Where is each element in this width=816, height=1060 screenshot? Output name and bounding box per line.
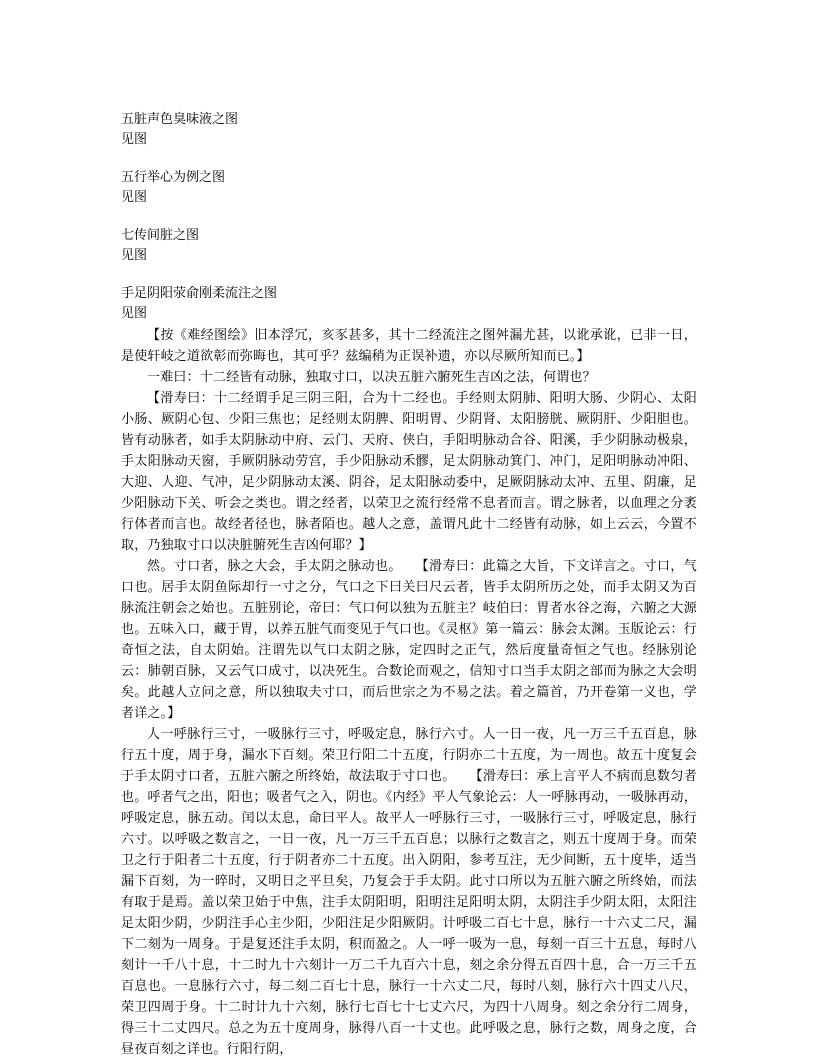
figure-entry [121,110,697,150]
figure-entry [121,284,697,324]
figure-title: 五脏声色臭味液之图 [121,112,239,127]
figure-title: 七传间脏之图 [121,228,200,243]
figure-entry [121,168,697,208]
body-text [121,325,697,1060]
figure-reference: 见图 [121,306,148,321]
document-page [121,110,697,1060]
figure-entry [121,226,697,266]
figure-title: 手足阴阳荥俞刚柔流注之图 [121,286,278,301]
question-paragraph: 一难曰：十二经皆有动脉，独取寸口，以决五脏六腑死生吉凶之法，何谓也？ [147,370,596,385]
figure-reference: 见图 [121,248,148,263]
figure-reference: 见图 [121,190,148,205]
commentary-paragraph: 【滑寿曰：十二经谓手足三阴三阳，合为十二经也。手经则太阴肺、阳明大肠、少阴心、太阳小肠、厥阴心包、少阳三焦也；足经则太阴脾、阳明胃、少阴肾、太阳膀胱、厥阴肝、少阳胆也。皆有动脉者，如手太阴脉动中府、云门、天府、侠白，手阳明脉动合谷、阳溪，手少阴脉动极泉，手太阳脉动天窗，手厥阴脉动劳宫，手少阳脉动禾髎，足太阴脉动箕门、冲门，足阳明脉动冲阳、大迎、人迎、气冲，足少阴脉动太溪、阴谷，足太阳脉动委中，足厥阴脉动太冲、五里、阴廉，足少阳脉动下关、听会之类也。谓之经者，以荣卫之流行经常不息者而言。谓之脉者，以血理之分袤行体者而言也。故经者径也，脉者陌也。越人之意，盖谓凡此十二经皆有动脉，如上云云，今置不取，乃独取寸口以决脏腑死生吉凶何耶？】 [121,391,697,553]
figure-reference: 见图 [121,132,148,147]
text-paragraph: 人一呼脉行三寸，一吸脉行三寸，呼吸定息，脉行六寸。人一日一夜，凡一万三千五百息，脉行五十度，周于身，漏水下百刻。荣卫行阳二十五度，行阴亦二十五度，为一周也。故五十度复会于手太阴寸口者，五脏六腑之所终始，故法取于寸口也。 【滑寿曰：承上言平人不病而息数匀者也。呼者气之出，阳也；吸者气之入，阴也。《内经》平人气象论云：人一呼脉再动，一吸脉再动，呼吸定息，脉五动。闰以太息，命曰平人。故平人一呼脉行三寸，一吸脉行三寸，呼吸定息，脉行六寸。以呼吸之数言之，一日一夜，凡一万三千五百息；以脉行之数言之，则五十度周于身。而荣卫之行于阳者二十五度，行于阴者亦二十五度。出入阴阳，参考互注，无少间断，五十度毕，适当漏下百刻，为一晬时，又明日之平旦矣，乃复会于手太阴。此寸口所以为五脏六腑之所终始，而法有取于是焉。盖以荣卫始于中焦，注手太阴阳明，阳明注足阳明太阴，太阴注手少阴太阳，太阳注足太阳少阴，少阴注手心主少阳，少阳注足少阳厥阴。计呼吸二百七十息，脉行一十六丈二尺，漏下二刻为一周身。于是复还注手太阴，积而盈之。人一呼一吸为一息，每刻一百三十五息，每时八刻计一千八十息，十二时九十六刻计一万二千九百六十息，刻之余分得五百四十息，合一万三千五百息也。一息脉行六寸，每二刻二百七十息，脉行一十六丈二尺，每时八刻，脉行六十四丈八尺，荣卫四周于身。十二时计九十六刻，脉行七百七十七丈六尺，为四十八周身。刻之余分行二周身，得三十二丈四尺。总之为五十度周身，脉得八百一十丈也。此呼吸之息，脉行之数，周身之度，合昼夜百刻之详也。行阳行阴， [121,727,697,1057]
answer-paragraph: 然。寸口者，脉之大会，手太阴之脉动也。 【滑寿曰：此篇之大旨，下文详言之。寸口，气口也。居手太阴鱼际却行一寸之分，气口之下曰关曰尺云者，皆手太阴所历之处，而手太阴又为百脉流注朝会之始也。五脏别论，帝曰：气口何以独为五脏主？岐伯曰：胃者水谷之海，六腑之大源也。五味入口，藏于胃，以养五脏气而变见于气口也。《灵枢》第一篇云：脉会太渊。玉版论云：行奇恒之法，自太阴始。注谓先以气口太阴之脉，定四时之正气，然后度量奇恒之气也。经脉别论云：肺朝百脉，又云气口成寸，以决死生。合数论而观之，信知寸口当手太阴之部而为脉之大会明矣。此越人立问之意，所以独取夫寸口，而后世宗之为不易之法。着之篇首，乃开卷第一义也，学者详之。】 [121,559,697,721]
editor-note-paragraph: 【按《难经图绘》旧本浮冗，亥豕甚多，其十二经流注之图舛漏尤甚，以讹承讹，已非一日，是使轩岐之道欲彰而弥晦也，其可乎？兹编稍为正误补遗，亦以尽厥所知而已。】 [121,328,697,364]
figure-title: 五行举心为例之图 [121,170,226,185]
